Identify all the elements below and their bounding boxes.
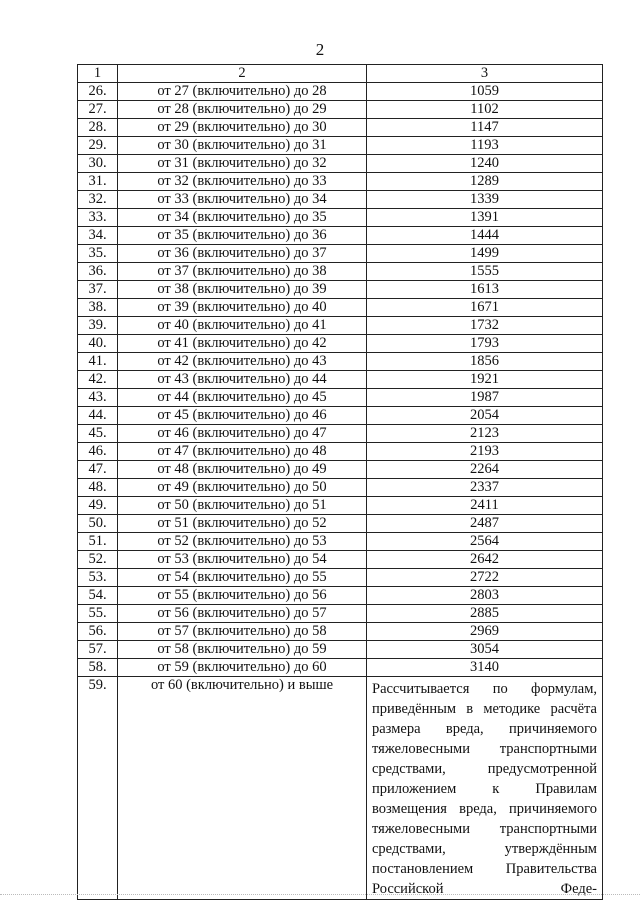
tariff-table <box>77 64 603 900</box>
row-number: 49. <box>78 497 118 515</box>
row-value: 3140 <box>367 659 603 677</box>
row-number: 52. <box>78 551 118 569</box>
row-range: от 31 (включительно) до 32 <box>118 155 367 173</box>
row-range: от 53 (включительно) до 54 <box>118 551 367 569</box>
row-range: от 52 (включительно) до 53 <box>118 533 367 551</box>
table-row <box>78 245 603 263</box>
row-range: от 44 (включительно) до 45 <box>118 389 367 407</box>
row-value: 2487 <box>367 515 603 533</box>
row-number: 29. <box>78 137 118 155</box>
row-number: 31. <box>78 173 118 191</box>
table-row <box>78 317 603 335</box>
page-number: 2 <box>315 40 325 59</box>
row-number: 42. <box>78 371 118 389</box>
row-range: от 41 (включительно) до 42 <box>118 335 367 353</box>
table-row <box>78 389 603 407</box>
table-row-last <box>78 677 603 900</box>
row-number: 53. <box>78 569 118 587</box>
table-row <box>78 299 603 317</box>
row-number: 45. <box>78 425 118 443</box>
table-row <box>78 587 603 605</box>
row-range: от 35 (включительно) до 36 <box>118 227 367 245</box>
row-value: 1339 <box>367 191 603 209</box>
table-row <box>78 137 603 155</box>
table-row <box>78 371 603 389</box>
row-number: 56. <box>78 623 118 641</box>
row-range: от 42 (включительно) до 43 <box>118 353 367 371</box>
table-row <box>78 101 603 119</box>
table-row <box>78 623 603 641</box>
row-value: 2337 <box>367 479 603 497</box>
table-row <box>78 479 603 497</box>
row-number: 41. <box>78 353 118 371</box>
row-range: от 60 (включительно) и выше <box>118 677 367 900</box>
table-row <box>78 191 603 209</box>
row-value: 1240 <box>367 155 603 173</box>
table-row <box>78 335 603 353</box>
row-number: 54. <box>78 587 118 605</box>
row-value: 1102 <box>367 101 603 119</box>
row-range: от 55 (включительно) до 56 <box>118 587 367 605</box>
row-value: 1921 <box>367 371 603 389</box>
row-number: 50. <box>78 515 118 533</box>
row-range: от 57 (включительно) до 58 <box>118 623 367 641</box>
row-value: 2411 <box>367 497 603 515</box>
table-header-row <box>78 65 603 83</box>
row-number: 48. <box>78 479 118 497</box>
header-col-3: 3 <box>367 65 603 83</box>
table-row <box>78 659 603 677</box>
row-value: 2642 <box>367 551 603 569</box>
row-number: 40. <box>78 335 118 353</box>
row-range: от 49 (включительно) до 50 <box>118 479 367 497</box>
table-row <box>78 515 603 533</box>
table-row <box>78 407 603 425</box>
table-row <box>78 461 603 479</box>
row-range: от 37 (включительно) до 38 <box>118 263 367 281</box>
row-number: 36. <box>78 263 118 281</box>
row-range: от 50 (включительно) до 51 <box>118 497 367 515</box>
row-number: 46. <box>78 443 118 461</box>
row-range: от 34 (включительно) до 35 <box>118 209 367 227</box>
row-number: 59. <box>78 677 118 900</box>
row-number: 34. <box>78 227 118 245</box>
row-value: 1793 <box>367 335 603 353</box>
row-value: 1555 <box>367 263 603 281</box>
row-number: 30. <box>78 155 118 173</box>
row-number: 55. <box>78 605 118 623</box>
row-number: 33. <box>78 209 118 227</box>
scan-noise-line <box>0 894 640 897</box>
table-row <box>78 227 603 245</box>
row-number: 47. <box>78 461 118 479</box>
table-row <box>78 83 603 101</box>
row-number: 27. <box>78 101 118 119</box>
row-number: 58. <box>78 659 118 677</box>
row-value-text: Рассчитывается по формулам, приведённым в методике расчёта размера вреда, причиняемого тяжеловесными транспортными средствами, предусмотренной приложением к Правилам возмещения вреда, причиняемого тяжеловесными транспортными средствами, утверждённым постановлением Правительства Российской Феде- <box>367 677 603 900</box>
row-value: 3054 <box>367 641 603 659</box>
row-number: 44. <box>78 407 118 425</box>
table-row <box>78 209 603 227</box>
table-row <box>78 173 603 191</box>
row-range: от 40 (включительно) до 41 <box>118 317 367 335</box>
row-range: от 38 (включительно) до 39 <box>118 281 367 299</box>
row-value: 2193 <box>367 443 603 461</box>
row-range: от 39 (включительно) до 40 <box>118 299 367 317</box>
row-range: от 33 (включительно) до 34 <box>118 191 367 209</box>
row-value: 2264 <box>367 461 603 479</box>
row-value: 1289 <box>367 173 603 191</box>
row-range: от 43 (включительно) до 44 <box>118 371 367 389</box>
row-value: 1444 <box>367 227 603 245</box>
row-number: 26. <box>78 83 118 101</box>
row-range: от 30 (включительно) до 31 <box>118 137 367 155</box>
row-range: от 45 (включительно) до 46 <box>118 407 367 425</box>
row-value: 1671 <box>367 299 603 317</box>
table-row <box>78 551 603 569</box>
row-range: от 27 (включительно) до 28 <box>118 83 367 101</box>
row-range: от 46 (включительно) до 47 <box>118 425 367 443</box>
row-range: от 36 (включительно) до 37 <box>118 245 367 263</box>
row-value: 1193 <box>367 137 603 155</box>
row-value: 1499 <box>367 245 603 263</box>
row-value: 2803 <box>367 587 603 605</box>
row-number: 43. <box>78 389 118 407</box>
row-value: 1856 <box>367 353 603 371</box>
row-number: 57. <box>78 641 118 659</box>
row-range: от 58 (включительно) до 59 <box>118 641 367 659</box>
header-col-1: 1 <box>78 65 118 83</box>
row-range: от 54 (включительно) до 55 <box>118 569 367 587</box>
row-value: 1732 <box>367 317 603 335</box>
row-range: от 28 (включительно) до 29 <box>118 101 367 119</box>
table-row <box>78 119 603 137</box>
row-number: 28. <box>78 119 118 137</box>
row-range: от 56 (включительно) до 57 <box>118 605 367 623</box>
row-number: 39. <box>78 317 118 335</box>
row-range: от 59 (включительно) до 60 <box>118 659 367 677</box>
table-row <box>78 497 603 515</box>
row-range: от 48 (включительно) до 49 <box>118 461 367 479</box>
row-value: 1613 <box>367 281 603 299</box>
table-row <box>78 281 603 299</box>
row-number: 32. <box>78 191 118 209</box>
row-range: от 29 (включительно) до 30 <box>118 119 367 137</box>
row-range: от 32 (включительно) до 33 <box>118 173 367 191</box>
row-value: 2722 <box>367 569 603 587</box>
row-value: 1987 <box>367 389 603 407</box>
table-row <box>78 425 603 443</box>
header-col-2: 2 <box>118 65 367 83</box>
table-row <box>78 263 603 281</box>
row-number: 51. <box>78 533 118 551</box>
row-value: 2123 <box>367 425 603 443</box>
table-row <box>78 641 603 659</box>
row-number: 38. <box>78 299 118 317</box>
row-value: 1059 <box>367 83 603 101</box>
row-value: 2969 <box>367 623 603 641</box>
row-value: 2885 <box>367 605 603 623</box>
row-value: 2054 <box>367 407 603 425</box>
row-number: 37. <box>78 281 118 299</box>
table-row <box>78 155 603 173</box>
table-row <box>78 605 603 623</box>
row-number: 35. <box>78 245 118 263</box>
row-value: 1391 <box>367 209 603 227</box>
row-value: 1147 <box>367 119 603 137</box>
row-range: от 51 (включительно) до 52 <box>118 515 367 533</box>
row-value: 2564 <box>367 533 603 551</box>
table-row <box>78 533 603 551</box>
table-row <box>78 353 603 371</box>
table-row <box>78 569 603 587</box>
table-row <box>78 443 603 461</box>
row-range: от 47 (включительно) до 48 <box>118 443 367 461</box>
